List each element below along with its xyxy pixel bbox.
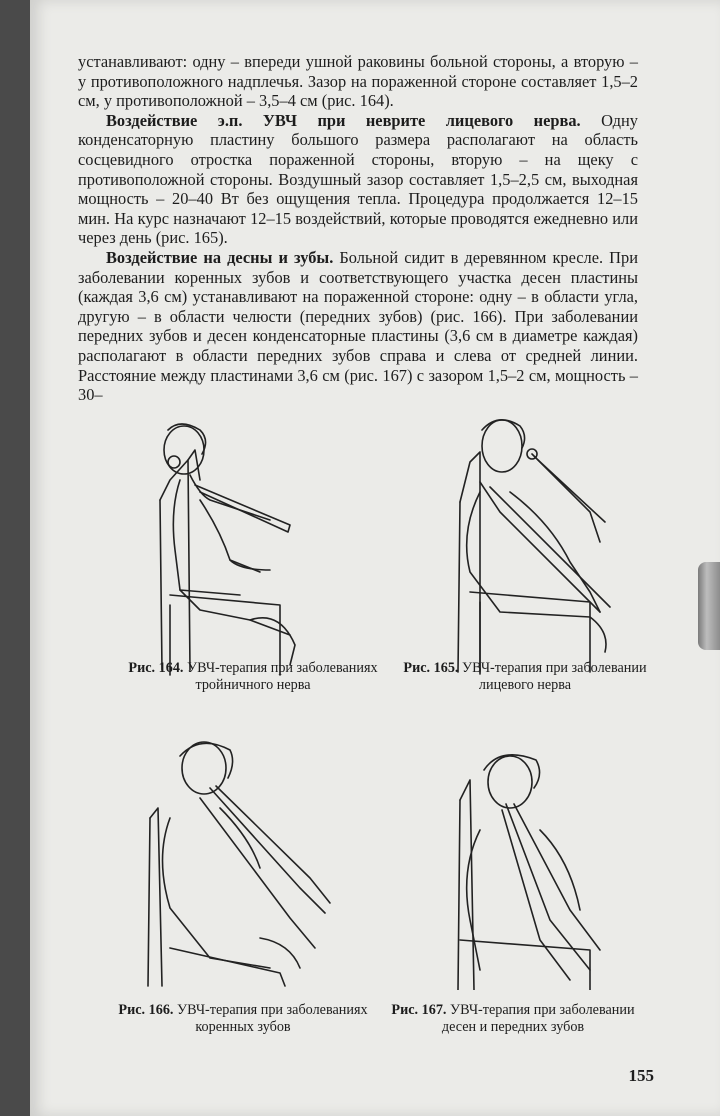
figure-166-number: Рис. 166. <box>118 1002 174 1018</box>
paragraph-1: устанавливают: одну – впереди ушной раковины больной стороны, а вторую – у противоположного надплечья. Зазор на пораженной стороне составляет 1,5–2 см, у противоположной – 3,5–4 см (рис. 164). <box>78 52 638 111</box>
figure-167-number: Рис. 167. <box>391 1002 447 1018</box>
figure-165-caption-text: УВЧ-терапия при заболевании лицевого нерва <box>458 660 647 693</box>
figure-166-illustration <box>140 738 340 988</box>
figure-164-caption <box>128 660 378 694</box>
figure-164-illustration <box>140 420 320 680</box>
paragraph-3 <box>78 248 638 405</box>
figure-166-caption <box>118 1002 368 1036</box>
page-number: 155 <box>628 1066 654 1085</box>
figure-165-number: Рис. 165. <box>403 660 459 676</box>
body-text <box>78 52 638 405</box>
figure-164-number: Рис. 164. <box>128 660 184 676</box>
figure-164-caption-text: УВЧ-терапия при заболеваниях тройничного нерва <box>183 660 378 693</box>
figure-167-illustration <box>440 740 620 990</box>
paragraph-3-text: Больной сидит в деревянном кресле. При заболевании коренных зубов и соответствующего участка десен пластины (каждая 3,6 см) устанавливают на пораженной стороне: одну – в области угла, другую – в области челюсти (передних зубов) (рис. 166). При заболевании передних зубов и десен конденсаторные пластины (3,6 см в диаметре каждая) располагают в области передних зубов справа и слева от средней линии. Расстояние между пластинами 3,6 см (рис. 167) с зазором 1,5–2 см, мощность – 30– <box>78 247 638 405</box>
paragraph-2-text: Одну конденсаторную пластину большого размера располагают на область сосцевидного отростка пораженной стороны, вторую – на щеку с противоположной стороны. Воздушный зазор составляет 1,5–2,5 см, выходная мощность – 20–40 Вт без ощущения тепла. Процедура продолжается 12–15 мин. На курс назначают 12–15 воздействий, которые проводятся ежедневно или через день (рис. 165). <box>78 110 638 248</box>
paragraph-2-heading: Воздействие э.п. УВЧ при неврите лицевого нерва. <box>106 110 581 130</box>
figure-165-illustration <box>440 412 630 677</box>
paragraph-3-heading: Воздействие на десны и зубы. <box>106 247 334 267</box>
page-edge-tab <box>698 562 720 650</box>
figure-167-caption-text: УВЧ-терапия при заболевании десен и передних зубов <box>441 1002 635 1035</box>
figure-167-caption <box>378 1002 648 1036</box>
figure-166-caption-text: УВЧ-терапия при заболеваниях коренных зубов <box>173 1002 368 1035</box>
paragraph-2 <box>78 111 638 248</box>
figure-165-caption <box>400 660 650 694</box>
